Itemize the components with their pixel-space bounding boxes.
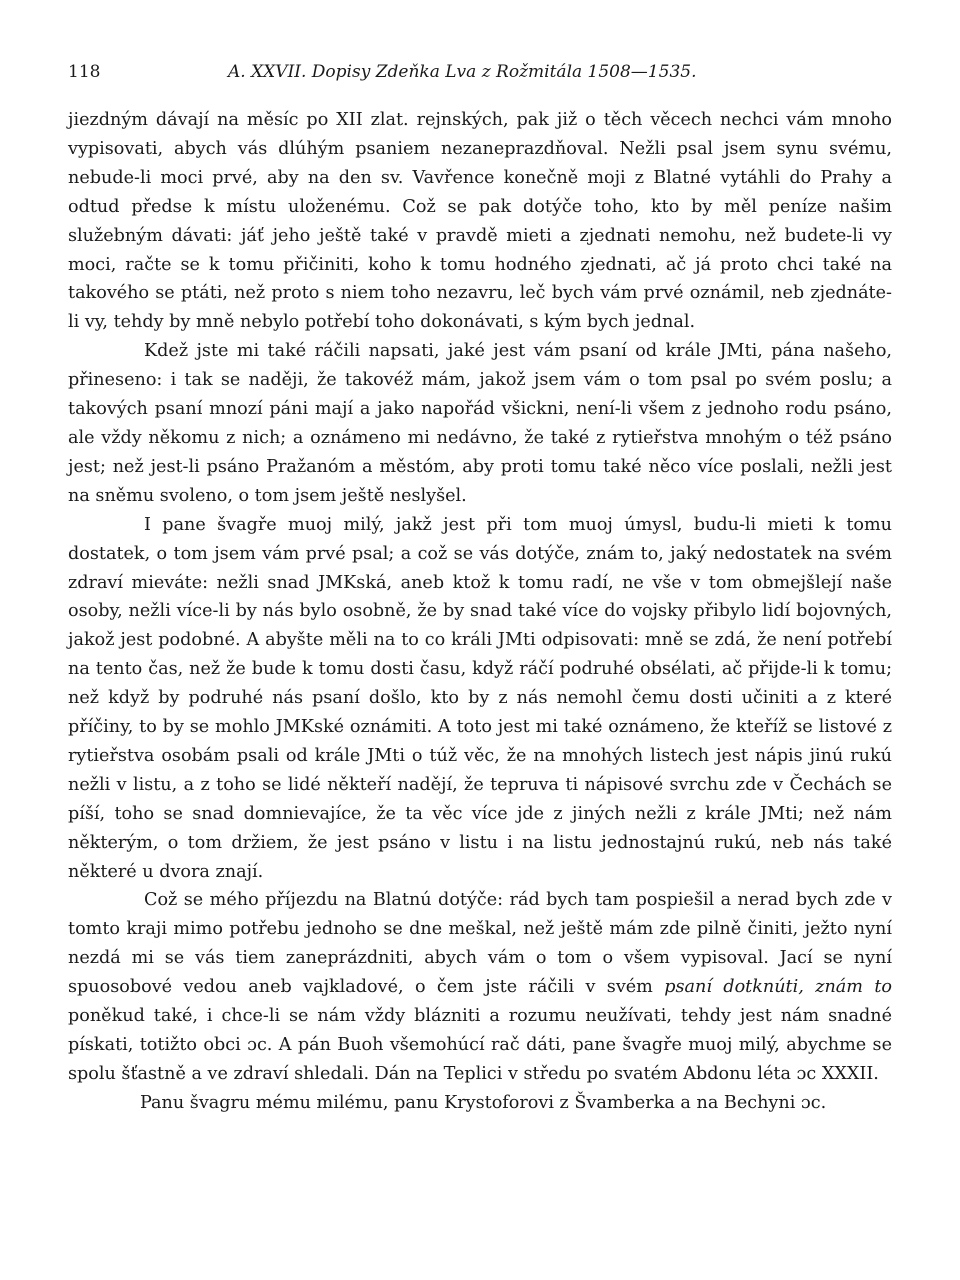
running-head: [68, 52, 892, 92]
letter-address: Panu švagru mému milému, panu Krystoforovi z Švamberka a na Bechyni ɔc.: [140, 1092, 827, 1113]
page-number: 118: [68, 62, 101, 82]
letter-body: [68, 106, 892, 1089]
running-title: A. XXVII. Dopisy Zdeňka Lva z Rožmitála 1508—1535.: [228, 62, 697, 82]
paragraph: I pane švagře muoj milý, jakž jest při tom muoj úmysl, budu-li mieti k tomu dostatek, o tom jsem vám prvé psal; a což se vás dotýče, znám to, jaký nedostatek na svém zdraví mieváte: nežli snad JMKská, aneb ktož k tomu radí, ne vše v tom obmejšlejí naše osoby, nežli více-li by nás bylo osobně, že by snad také více do vojsky přibylo lidí bojovných, jakož jest podobné. A abyšte měli na to co králi JMti odpisovati: mně se zdá, že není potřebí na tento čas, než že bude k tomu dosti času, když ráčí podruhé obsélati, ač přijde-li k tomu; než když by podruhé nás psaní došlo, kto by z nás nemohl čemu dosti učiniti a z které příčiny, to by se mohlo JMKské oznámiti. A toto jest mi také oznámeno, že kteříž se listové z rytieřstva osobám psali od krále JMti o túž věc, že na mnohých listech jest nápis jinú rukú nežli v listu, a z toho se lidé někteří nadějí, že tepruva ti nápisové svrchu zde v Čechách se píší, toho se snad domnievajíce, že ta věc více jde z jiných nežli z krále JMti; než nám některým, o tom držiem, že jest psáno v listu i na listu jednostajnú rukú, neb nás také některé u dvora znají.: [68, 514, 892, 882]
paragraph: [68, 886, 892, 1088]
italic-phrase: psaní dotknúti, znám to: [664, 977, 892, 998]
paragraph: Kdež jste mi také ráčili napsati, jaké jest vám psaní od krále JMti, pána našeho, přineseno: i tak se naději, že takovéž mám, jakož jsem vám o tom psal po svém poslu; a takových psaní mnozí páni mají a jako napořád všickni, není-li všem z jednoho rodu psáno, ale vždy někomu z nich; a oznámeno mi nedávno, že také z rytieřstva mnohým o též psáno jest; než jest-li psáno Pražanóm a městóm, aby proti tomu také něco více poslali, nežli jest na sněmu svoleno, o tom jsem ještě neslyšel.: [68, 341, 892, 506]
book-page: [68, 52, 892, 1118]
paragraph: jiezdným dávají na měsíc po XII zlat. rejnských, pak již o těch věcech nechci vám mnoho vypisovati, abych vás dlúhým psaniem nezaneprazdňoval. Nežli psal jsem synu svému, nebude-li moci prvé, aby na den sv. Vavřence konečně moji z Blatné vytáhli do Prahy a odtud předse k místu uloženému. Což se pak dotýče toho, kto by měl peníze našim služebným dávati: jáť jeho ještě také v pravdě mieti a zjednati nemohu, než budete-li vy moci, račte se k tomu přičiniti, koho k tomu hodného zjednati, ač já proto chci také na takového se ptáti, než proto s niem toho nezavru, leč bych vám prvé oznámil, neb zjednáte-li vy, tehdy by mně nebylo potřebí toho dokonávati, s kým bych jednal.: [68, 110, 892, 333]
paragraph-text: Což se mého příjezdu na Blatnú dotýče: rád bych tam pospiešil a nerad bych zde v tomto kraji mimo potřebu jednoho se dne meškal, než ještě mám zde pilně činiti, ježto nyní nezdá mi se vás tiem zaneprázdniti, abych vám o tom o všem vypisoval. Jací se nyní spuosobové vedou aneb vajkladové, o čem jste ráčili v svém: [68, 890, 892, 998]
paragraph-text: poněkud také, i chce-li se nám vždy blázniti a rozumu neužívati, tehdy jest nám snadné pískati, totižto obci ɔc. A pán Buoh všemohúcí rač dáti, pane švagře muoj milý, abychme se spolu šťastně a ve zdraví shledali. Dán na Teplici v středu po svatém Abdonu léta ɔc XXXII.: [68, 1006, 892, 1084]
